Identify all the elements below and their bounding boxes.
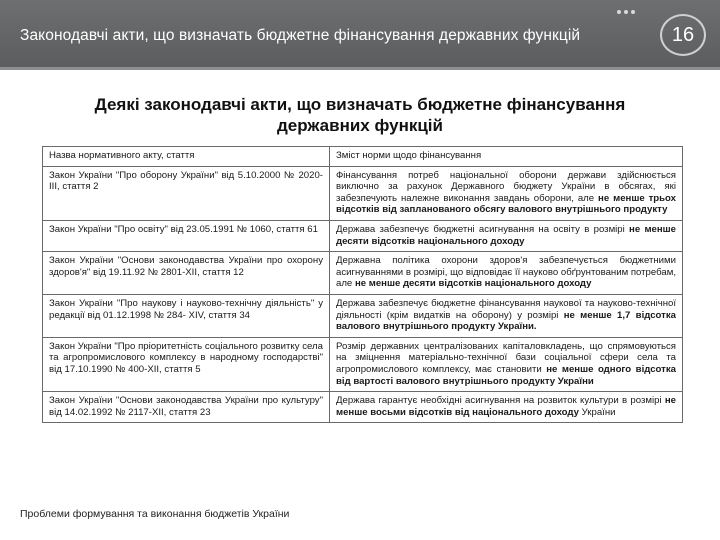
norm-emphasis: не менше десяти відсотків національного доходу	[354, 278, 592, 290]
act-cell: Закон України "Про освіту" від 23.05.1991 № 1060, стаття 61	[43, 220, 330, 251]
act-cell: Закон України "Про оборону України" від 5.10.2000 № 2020-ІІІ, стаття 2	[43, 166, 330, 220]
column-header-norm: Зміст норми щодо фінансування	[330, 147, 683, 167]
legislation-table	[42, 146, 683, 423]
norm-text: Розмір державних централізованих капіталовкладень, що спрямовуються на зміцнення матеріально-технічної бази соціальної сфери села та агропромислового комплексу, має становити	[336, 340, 676, 375]
norm-text: Фінансування потреб національної оборони держави здійснюється виключно за рахунок Державного бюджету України в обсягах, які забезпечують належне виконання завдань оборони, але	[336, 169, 676, 204]
norm-emphasis: не менше восьми відсотків від національного доходу	[336, 395, 676, 418]
table-header-row	[43, 147, 683, 167]
norm-cell	[330, 392, 683, 423]
page-title-line-2: державних функцій	[277, 116, 443, 135]
act-cell: Закон України "Про наукову і науково-технічну діяльність" у редакції від 01.12.1998 № 284- XIV, стаття 34	[43, 294, 330, 337]
norm-emphasis: не менше 1,7 відсотка валового внутрішнього продукту України.	[336, 309, 676, 333]
table-row	[43, 392, 683, 423]
norm-cell	[330, 166, 683, 220]
norm-emphasis: не менше одного відсотка від вартості валового внутрішнього продукту України	[336, 363, 676, 387]
act-cell: Закон України "Основи законодавства України про культуру" від 14.02.1992 № 2117-XII, стаття 23	[43, 392, 330, 423]
table-row	[43, 166, 683, 220]
norm-emphasis: не менше трьох відсотків від запланованого обсягу валового внутрішнього продукту	[336, 192, 676, 216]
table-row	[43, 294, 683, 337]
norm-text: Держава забезпечує бюджетне фінансування наукової та науково-технічної діяльності (крім видатків на оборону) у розмірі	[336, 297, 676, 321]
norm-text: Державна політика охорони здоров'я забезпечується бюджетними асигнуваннями в розмірі, що відповідає її науково обґрунтованим потребам, але	[336, 255, 676, 290]
page-title-line-1: Деякі законодавчі акти, що визначать бюджетне фінансування	[94, 95, 626, 114]
norm-tail: України	[578, 406, 616, 418]
table-row	[43, 337, 683, 391]
page-title	[60, 94, 660, 136]
table-row	[43, 220, 683, 251]
decorative-dots-icon	[617, 10, 635, 14]
norm-text: Держава гарантує необхідні асигнування на розвиток культури в розмірі	[336, 395, 665, 407]
header-band	[0, 0, 720, 70]
column-header-act: Назва нормативного акту, стаття	[43, 147, 330, 167]
footer-text: Проблеми формування та виконання бюджетів України	[20, 508, 290, 520]
act-cell: Закон України "Основи законодавства України про охорону здоров'я" від 19.11.92 № 2801-XII, стаття 12	[43, 252, 330, 295]
table-row	[43, 252, 683, 295]
header-title: Законодавчі акти, що визначать бюджетне фінансування державних функцій	[20, 27, 581, 44]
norm-cell	[330, 220, 683, 251]
act-cell: Закон України "Про пріоритетність соціального розвитку села та агропромислового комплексу в народному господарстві" від 17.10.1990 № 400-XII, стаття 5	[43, 337, 330, 391]
norm-cell	[330, 294, 683, 337]
slide-number: 16	[660, 14, 706, 56]
norm-cell	[330, 337, 683, 391]
norm-text: Держава забезпечує бюджетні асигнування на освіту в розмірі	[336, 223, 630, 235]
norm-emphasis: не менше десяти відсотків національного доходу	[336, 223, 677, 247]
norm-cell	[330, 252, 683, 295]
